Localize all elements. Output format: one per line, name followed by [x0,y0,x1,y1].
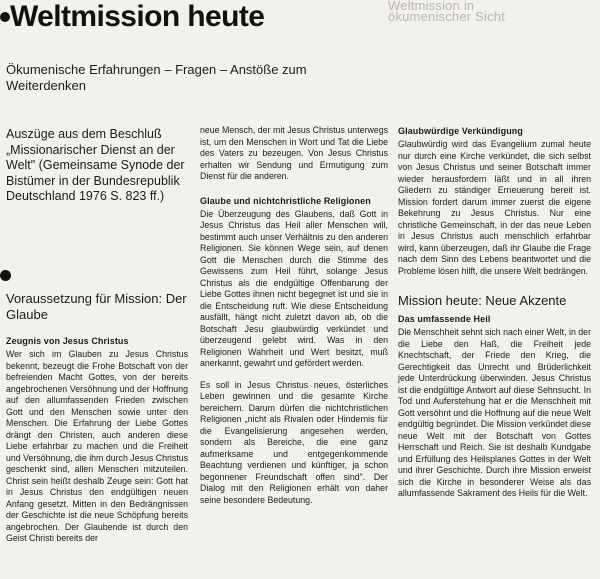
bleed-line-2: ökumenischer Sicht [388,9,506,22]
paragraph-heil: Die Menschheit sehnt sich nach einer Welt, in der die Liebe den Haß, die Freiheit jede Knechtschaft, der Friede den Krieg, die Gerechtigkeit das Unrecht und Brüderlichkeit jede Unterdrückung überwinden. Jesus Christus ist die endgültige Antwort auf diese Sehnsucht. In Tod und Auferstehung hat er die Menschheit mit Gott versöhnt und die Hoffnung auf die neue Welt endgültig begründet. Die Mission verkündet diese neue Welt mit der Botschaft von Gottes Herrschaft und Reich. Sie ist deshalb Kundgabe und Erfüllung des Heilsplanes Gottes in der Welt und ihrer Geschichte. Durch ihre Mission erweist sich die Kirche in besonderer Weise als das allumfassende Sakrament des Heils für die Welt. [398,327,591,498]
section-bullet-icon [0,270,11,281]
title-bullet-icon [0,12,10,22]
excerpt-note: Auszüge aus dem Beschluß „Missionarischer Dienst an der Welt" (Gemeinsame Synode der Bistümer in der Bundesrepublik Deutschland 1976 S. 823 ff.) [6,127,185,203]
section-title-voraussetzung: Voraussetzung für Mission: Der Glaube [6,291,187,322]
section-title-neue-akzente: Mission heute: Neue Akzente [398,293,567,308]
heading-religionen: Glaube und nichtchristliche Religionen [200,195,371,206]
column-1 [6,291,188,545]
paragraph-continued: neue Mensch, der mit Jesus Christus unterwegs ist, um den Menschen in Wort und Tat die Liebe des Vaters zu bezeugen. Von Jesus Christus erhalten wir Sendung und Ermutigung zum Dienst für die anderen. [200,125,388,181]
bleed-through-text [388,0,600,22]
column-2 [200,125,388,506]
heading-verkuendigung: Glaubwürdige Verkündigung [398,126,524,136]
page-title: Weltmission heute [10,0,265,33]
column-3 [398,125,591,500]
heading-heil: Das umfassende Heil [398,314,491,324]
subtitle: Ökumenische Erfahrungen – Fragen – Anstöße zum Weiterdenken [6,62,307,93]
paragraph-religionen-1: Die Überzeugung des Glaubens, daß Gott in Jesus Christus das Heil aller Menschen will, bestimmt auch unser Verhältnis zu den anderen Religionen. Sie können Wege sein, auf denen Gott die Menschen durch die Stimme des Gewissens zum Heil führt, solange Jesus Christus als die endgültige Offenbarung der Liebe Gottes ihnen nicht begegnet ist und sie in die Entscheidung ruft. Wie diese Entscheidung ausfällt, hängt nicht zuletzt davon ab, ob die Botschaft Jesu glaubwürdig verkündet und überzeugend gelebt wird. Was in den Religionen Wahrheit und Wert besitzt, muß anerkannt, gewahrt und gefördert werden. [200,208,388,368]
paragraph-verkuendigung: Glaubwürdig wird das Evangelium zumal heute nur durch eine Kirche verkündet, die sich selbst von Jesus Christus und seiner Botschaft immer wieder herausfordern läßt und in all ihren Gliedern zu ständiger Erneuerung bereit ist. Mission fordert darum immer zuerst die eigene Bekehrung zu Jesus Christus. Nur eine christliche Gemeinschaft, in der das neue Leben in Jesus Christus auch menschlich erfahrbar wird, kann überzeugen, daß ihr Glaube die Frage nach dem Sinn des Lebens beantwortet und die Probleme lösen hilft, die unsere Welt bedrängen. [398,139,591,276]
paragraph-zeugnis: Wer sich im Glauben zu Jesus Christus bekennt, bezeugt die Frohe Botschaft von der befreienden Macht Gottes, von der bereits angebrochenen Versöhnung und der Hoffnung auf den allumfassenden Frieden zwischen Gott und den Menschen sowie unter den Menschen. Die Erfahrung der Liebe Gottes drängt den Christen, auch anderen diese Liebe erfahrbar zu machen und die Freiheit und Versöhnung, die ihm durch Jesus Christus geschenkt sind, allen Menschen mitzuteilen. Christ sein heißt deshalb Zeuge sein: Gott hat in Jesus Christus den endgültigen neuen Anfang gesetzt. Mitten in den Bedrängnissen der Geschichte ist die neue Schöpfung bereits angebrochen. Der Glaubende ist durch den Geist Christi bereits der [6,349,188,543]
bleed-line-1: Weltmission in [388,0,475,13]
heading-zeugnis: Zeugnis von Jesus Christus [6,336,129,346]
paragraph-religionen-2: Es soll in Jesus Christus neues, österliches Leben gewinnen und die gesamte Kirche bereichern. Darum dürfen die nichtchristlichen Religionen „nicht als Rivalen oder Hindernis für die Evangelisierung angesehen werden, sondern als Bereiche, die eine ganz aufmerksame und entgegenkommende Beachtung verdienen und künftiger, ja schon begonnener Freundschaft offen sind". Der Dialog mit den Religionen erhält von daher seine besondere Bedeutung. [200,379,388,505]
